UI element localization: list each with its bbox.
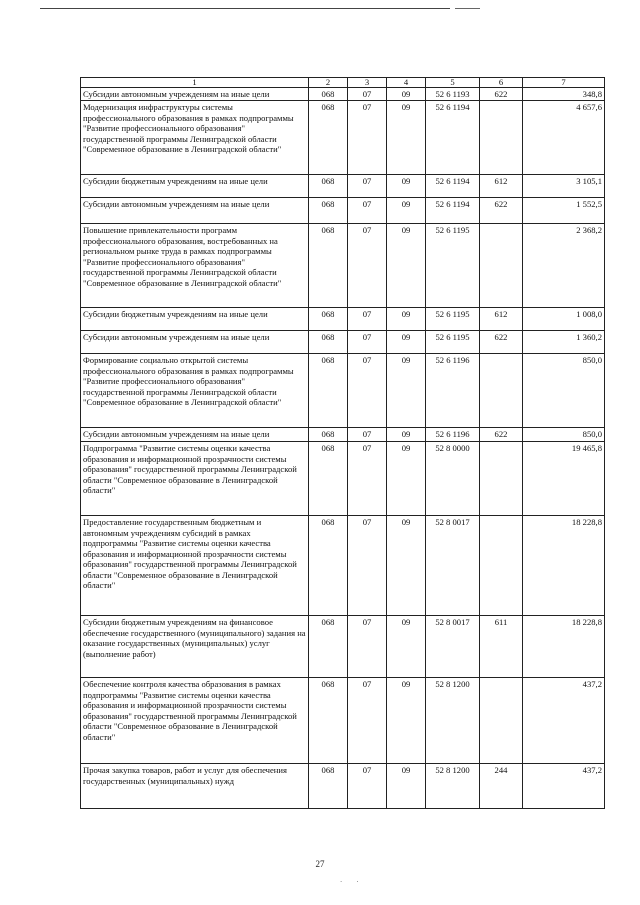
row-name: Подпрограмма "Развитие системы оценки качества образования и информационной прозрачности системы образования" государственной программы Ленинградской области "Современное образование в Ленинградской области" <box>81 442 309 516</box>
row-ministry: 068 <box>309 428 348 442</box>
row-target-article: 52 8 0017 <box>426 516 480 616</box>
table-row <box>81 88 605 101</box>
row-section: 07 <box>348 88 387 101</box>
budget-table <box>80 77 605 809</box>
row-ministry: 068 <box>309 764 348 809</box>
row-subsection: 09 <box>387 616 426 678</box>
column-header-target-article: 5 <box>426 78 480 88</box>
row-subsection: 09 <box>387 308 426 331</box>
row-amount: 1 360,2 <box>523 331 605 354</box>
table-row <box>81 354 605 428</box>
row-section: 07 <box>348 198 387 224</box>
row-target-article: 52 8 0000 <box>426 442 480 516</box>
row-expense-type <box>480 442 523 516</box>
scan-top-rule-fragment <box>455 8 480 9</box>
row-ministry: 068 <box>309 101 348 175</box>
row-expense-type: 622 <box>480 428 523 442</box>
table-row <box>81 331 605 354</box>
row-expense-type <box>480 516 523 616</box>
row-name: Субсидии автономным учреждениям на иные цели <box>81 198 309 224</box>
row-ministry: 068 <box>309 442 348 516</box>
row-expense-type: 244 <box>480 764 523 809</box>
table-row <box>81 224 605 308</box>
row-name: Субсидии бюджетным учреждениям на иные цели <box>81 175 309 198</box>
row-ministry: 068 <box>309 516 348 616</box>
page-number: 27 <box>315 859 325 869</box>
table-row <box>81 442 605 516</box>
table-row <box>81 616 605 678</box>
column-header-section: 3 <box>348 78 387 88</box>
row-expense-type <box>480 224 523 308</box>
row-amount: 1 552,5 <box>523 198 605 224</box>
column-header-subsection: 4 <box>387 78 426 88</box>
row-subsection: 09 <box>387 198 426 224</box>
row-name: Субсидии автономным учреждениям на иные цели <box>81 88 309 101</box>
row-subsection: 09 <box>387 101 426 175</box>
row-ministry: 068 <box>309 308 348 331</box>
row-target-article: 52 6 1195 <box>426 308 480 331</box>
row-target-article: 52 8 1200 <box>426 678 480 764</box>
scan-top-rule <box>40 8 450 9</box>
row-target-article: 52 6 1195 <box>426 224 480 308</box>
row-amount: 2 368,2 <box>523 224 605 308</box>
row-section: 07 <box>348 516 387 616</box>
table-header-row <box>81 78 605 88</box>
row-expense-type: 612 <box>480 175 523 198</box>
row-target-article: 52 8 0017 <box>426 616 480 678</box>
row-ministry: 068 <box>309 175 348 198</box>
row-expense-type: 622 <box>480 88 523 101</box>
row-name: Субсидии бюджетным учреждениям на финансовое обеспечение государственного (муниципального) задания на оказание государственных (муниципальных) услуг (выполнение работ) <box>81 616 309 678</box>
column-header-ministry: 2 <box>309 78 348 88</box>
row-section: 07 <box>348 101 387 175</box>
table-row <box>81 764 605 809</box>
scan-specks: ⋅ ⋅ <box>340 878 359 886</box>
row-name: Обеспечение контроля качества образования в рамках подпрограммы "Развитие системы оценки качества образования и информационной прозрачности системы образования" государственной программы Ленинградской области "Современное образование в Ленинградской области" <box>81 678 309 764</box>
row-subsection: 09 <box>387 678 426 764</box>
row-target-article: 52 6 1194 <box>426 198 480 224</box>
row-section: 07 <box>348 354 387 428</box>
row-subsection: 09 <box>387 224 426 308</box>
row-subsection: 09 <box>387 175 426 198</box>
row-amount: 850,0 <box>523 428 605 442</box>
row-target-article: 52 6 1194 <box>426 175 480 198</box>
row-section: 07 <box>348 428 387 442</box>
row-subsection: 09 <box>387 428 426 442</box>
row-section: 07 <box>348 764 387 809</box>
row-expense-type: 611 <box>480 616 523 678</box>
table-row <box>81 175 605 198</box>
row-target-article: 52 8 1200 <box>426 764 480 809</box>
row-amount: 437,2 <box>523 678 605 764</box>
row-name: Прочая закупка товаров, работ и услуг для обеспечения государственных (муниципальных) нужд <box>81 764 309 809</box>
row-target-article: 52 6 1196 <box>426 428 480 442</box>
row-target-article: 52 6 1196 <box>426 354 480 428</box>
row-name: Формирование социально открытой системы профессионального образования в рамках подпрограммы "Развитие профессионального образования" государственной программы Ленинградской области "Современное образование в Ленинградской области" <box>81 354 309 428</box>
row-amount: 850,0 <box>523 354 605 428</box>
table-row <box>81 516 605 616</box>
row-amount: 1 008,0 <box>523 308 605 331</box>
row-name: Субсидии бюджетным учреждениям на иные цели <box>81 308 309 331</box>
row-section: 07 <box>348 616 387 678</box>
row-subsection: 09 <box>387 764 426 809</box>
table-row <box>81 678 605 764</box>
table-row <box>81 428 605 442</box>
row-ministry: 068 <box>309 224 348 308</box>
row-name: Субсидии автономным учреждениям на иные цели <box>81 331 309 354</box>
row-section: 07 <box>348 308 387 331</box>
row-name: Субсидии автономным учреждениям на иные цели <box>81 428 309 442</box>
table-row <box>81 101 605 175</box>
column-header-name: 1 <box>81 78 309 88</box>
row-ministry: 068 <box>309 331 348 354</box>
row-ministry: 068 <box>309 678 348 764</box>
row-section: 07 <box>348 331 387 354</box>
row-expense-type <box>480 354 523 428</box>
row-amount: 3 105,1 <box>523 175 605 198</box>
row-subsection: 09 <box>387 516 426 616</box>
row-ministry: 068 <box>309 616 348 678</box>
row-ministry: 068 <box>309 354 348 428</box>
row-subsection: 09 <box>387 442 426 516</box>
row-expense-type <box>480 101 523 175</box>
row-target-article: 52 6 1193 <box>426 88 480 101</box>
row-subsection: 09 <box>387 331 426 354</box>
row-expense-type <box>480 678 523 764</box>
row-section: 07 <box>348 442 387 516</box>
row-expense-type: 622 <box>480 331 523 354</box>
column-header-amount: 7 <box>523 78 605 88</box>
row-subsection: 09 <box>387 354 426 428</box>
table-row <box>81 308 605 331</box>
row-target-article: 52 6 1195 <box>426 331 480 354</box>
row-ministry: 068 <box>309 198 348 224</box>
row-amount: 4 657,6 <box>523 101 605 175</box>
row-amount: 348,8 <box>523 88 605 101</box>
row-name: Повышение привлекательности программ профессионального образования, востребованных на региональном рынке труда в рамках подпрограммы "Развитие профессионального образования" государственной программы Ленинградской области "Современное образование в Ленинградской области" <box>81 224 309 308</box>
row-amount: 19 465,8 <box>523 442 605 516</box>
row-expense-type: 612 <box>480 308 523 331</box>
row-amount: 437,2 <box>523 764 605 809</box>
row-amount: 18 228,8 <box>523 616 605 678</box>
row-expense-type: 622 <box>480 198 523 224</box>
row-target-article: 52 6 1194 <box>426 101 480 175</box>
row-section: 07 <box>348 175 387 198</box>
row-subsection: 09 <box>387 88 426 101</box>
row-name: Модернизация инфраструктуры системы профессионального образования в рамках подпрограммы "Развитие профессионального образования" государственной программы Ленинградской области "Современное образование в Ленинградской области" <box>81 101 309 175</box>
column-header-expense-type: 6 <box>480 78 523 88</box>
table-row <box>81 198 605 224</box>
row-section: 07 <box>348 678 387 764</box>
row-section: 07 <box>348 224 387 308</box>
row-amount: 18 228,8 <box>523 516 605 616</box>
row-name: Предоставление государственным бюджетным и автономным учреждениям субсидий в рамках подпрограммы "Развитие системы оценки качества образования и информационной прозрачности системы образования" государственной программы Ленинградской области "Современное образование в Ленинградской области" <box>81 516 309 616</box>
row-ministry: 068 <box>309 88 348 101</box>
